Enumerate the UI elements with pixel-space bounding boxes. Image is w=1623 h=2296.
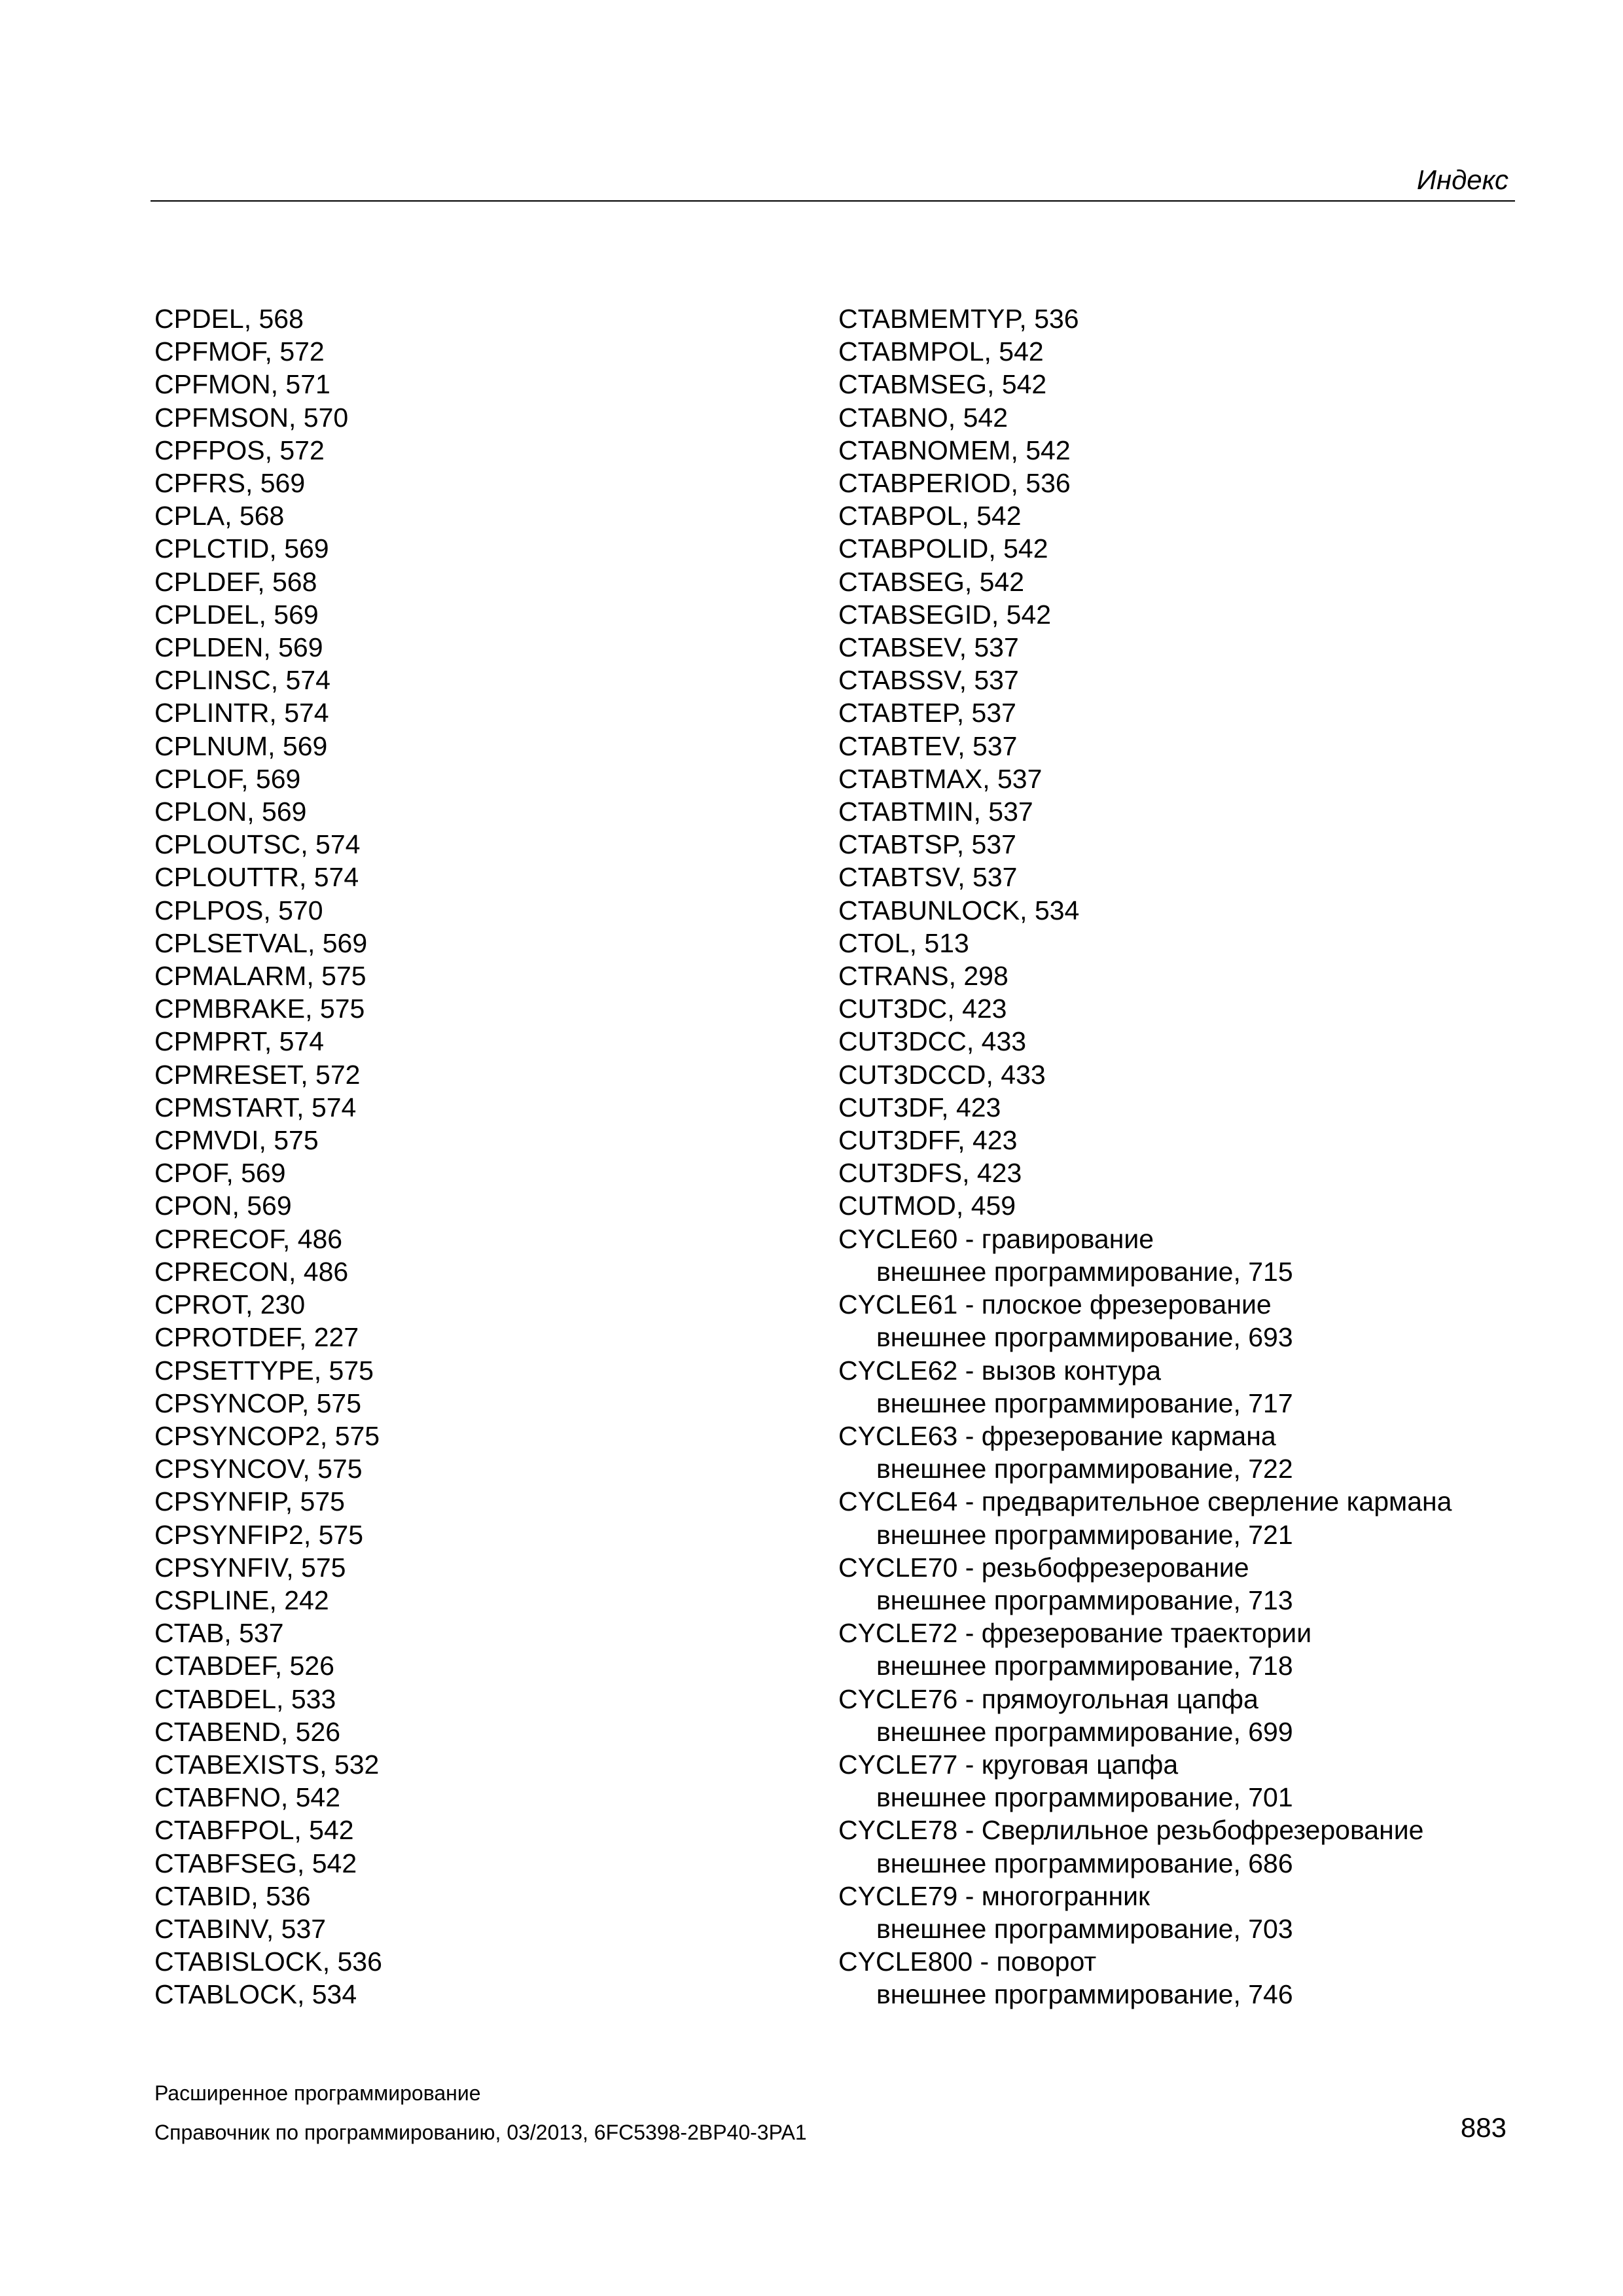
index-subentry: внешнее программирование, 701 (876, 1782, 1293, 1813)
index-entry: CYCLE78 - Сверлильное резьбофрезерование (838, 1815, 1424, 1846)
index-subentry: внешнее программирование, 715 (876, 1256, 1293, 1287)
index-entry: CTABUNLOCK, 534 (838, 895, 1080, 925)
index-entry: CPOF, 569 (154, 1158, 286, 1189)
index-entry: CUT3DFS, 423 (838, 1158, 1022, 1189)
index-entry: CPLDEF, 568 (154, 566, 317, 597)
index-entry: CPMVDI, 575 (154, 1125, 319, 1156)
index-subentry: внешнее программирование, 713 (876, 1585, 1293, 1615)
index-entry: CTABNOMEM, 542 (838, 435, 1071, 465)
index-entry: CYCLE77 - круговая цапфа (838, 1749, 1179, 1780)
index-entry: CTABTSV, 537 (838, 862, 1018, 893)
index-subentry: внешнее программирование, 717 (876, 1388, 1293, 1418)
index-entry: CPON, 569 (154, 1191, 292, 1221)
index-entry: CTABTMIN, 537 (838, 797, 1033, 827)
index-entry: CPMRESET, 572 (154, 1059, 361, 1090)
index-entry: CTABSSV, 537 (838, 665, 1019, 696)
index-entry: CTABPOLID, 542 (838, 533, 1048, 564)
index-subentry: внешнее программирование, 699 (876, 1716, 1293, 1747)
index-entry: CTABTSP, 537 (838, 829, 1016, 860)
index-entry: CPMPRT, 574 (154, 1026, 325, 1057)
index-entry: CTABTEP, 537 (838, 698, 1016, 728)
index-entry: CPMBRAKE, 575 (154, 994, 365, 1024)
index-entry: CPMSTART, 574 (154, 1092, 357, 1122)
index-subentry: внешнее программирование, 693 (876, 1322, 1293, 1353)
index-entry: CUT3DCC, 433 (838, 1026, 1027, 1057)
index-entry: CPROT, 230 (154, 1289, 306, 1320)
index-entry: CPFRS, 569 (154, 468, 306, 499)
index-entry: CTABTMAX, 537 (838, 763, 1043, 794)
index-entry: CPFMON, 571 (154, 369, 330, 400)
index-entry: CTRANS, 298 (838, 961, 1008, 992)
index-entry: CYCLE79 - многогранник (838, 1880, 1150, 1911)
footer-document-info: Справочник по программированию, 03/2013, 6FC5398-2BP40-3PA1 (154, 2121, 807, 2144)
index-entry: CPLCTID, 569 (154, 533, 329, 564)
index-entry: CTABSEV, 537 (838, 632, 1019, 663)
index-entry: CPLOUTTR, 574 (154, 862, 359, 893)
page-number: 883 (1460, 2112, 1507, 2143)
index-entry: CPRECOF, 486 (154, 1223, 343, 1254)
index-entry: CTABPERIOD, 536 (838, 468, 1071, 499)
page-header-title: Индекс (1416, 164, 1508, 195)
index-entry: CTABLOCK, 534 (154, 1979, 357, 2010)
index-entry: CTOL, 513 (838, 927, 969, 958)
index-entry: CYCLE76 - прямоугольная цапфа (838, 1683, 1258, 1714)
index-entry: CPLON, 569 (154, 797, 307, 827)
index-subentry: внешнее программирование, 746 (876, 1979, 1293, 2010)
index-entry: CTABNO, 542 (838, 402, 1008, 433)
index-entry: CYCLE70 - резьбофрезерование (838, 1552, 1249, 1583)
index-entry: CPLINSC, 574 (154, 665, 330, 696)
index-entry: CTABISLOCK, 536 (154, 1946, 382, 1977)
index-entry: CPFMOF, 572 (154, 336, 325, 367)
index-subentry: внешнее программирование, 721 (876, 1519, 1293, 1550)
index-entry: CTAB, 537 (154, 1618, 284, 1649)
index-entry: CPSYNCOP, 575 (154, 1388, 362, 1418)
index-entry: CYCLE60 - гравирование (838, 1223, 1154, 1254)
index-entry: CPRECON, 486 (154, 1256, 349, 1287)
index-entry: CPFMSON, 570 (154, 402, 349, 433)
index-entry: CTABDEL, 533 (154, 1683, 336, 1714)
index-entry: CPSYNFIP, 575 (154, 1486, 345, 1517)
index-entry: CPLOUTSC, 574 (154, 829, 361, 860)
index-entry: CTABFNO, 542 (154, 1782, 341, 1813)
index-entry: CTABPOL, 542 (838, 501, 1022, 531)
index-entry: CTABMSEG, 542 (838, 369, 1047, 400)
index-entry: CUT3DC, 423 (838, 994, 1007, 1024)
index-entry: CYCLE63 - фрезерование кармана (838, 1420, 1276, 1451)
index-entry: CTABINV, 537 (154, 1913, 327, 1944)
index-entry: CTABFPOL, 542 (154, 1815, 354, 1846)
index-entry: CUT3DF, 423 (838, 1092, 1001, 1122)
index-entry: CTABEXISTS, 532 (154, 1749, 380, 1780)
index-entry: CPDEL, 568 (154, 304, 304, 334)
index-entry: CPSETTYPE, 575 (154, 1355, 374, 1386)
index-column-right (838, 302, 1532, 2011)
index-entry: CTABSEG, 542 (838, 566, 1025, 597)
index-subentry: внешнее программирование, 722 (876, 1454, 1293, 1484)
index-entry: CTABMPOL, 542 (838, 336, 1044, 367)
index-entry: CPSYNFIV, 575 (154, 1552, 346, 1583)
index-entry: CPSYNCOP2, 575 (154, 1420, 380, 1451)
index-entry: CPLA, 568 (154, 501, 285, 531)
index-entry: CPSYNCOV, 575 (154, 1454, 363, 1484)
index-entry: CYCLE72 - фрезерование траектории (838, 1618, 1312, 1649)
index-entry: CYCLE61 - плоское фрезерование (838, 1289, 1272, 1320)
footer-document-title: Расширенное программирование (154, 2081, 481, 2105)
index-entry: CUTMOD, 459 (838, 1191, 1016, 1221)
index-subentry: внешнее программирование, 703 (876, 1913, 1293, 1944)
index-entry: CPLDEN, 569 (154, 632, 323, 663)
index-entry: CPFPOS, 572 (154, 435, 325, 465)
index-entry: CTABID, 536 (154, 1880, 311, 1911)
index-entry: CPROTDEF, 227 (154, 1322, 359, 1353)
index-subentry: внешнее программирование, 718 (876, 1651, 1293, 1681)
index-entry: CTABTEV, 537 (838, 730, 1018, 761)
index-entry: CUT3DFF, 423 (838, 1125, 1018, 1156)
index-entry: CPLPOS, 570 (154, 895, 323, 925)
index-entry: CTABDEF, 526 (154, 1651, 334, 1681)
index-entry: CPLINTR, 574 (154, 698, 329, 728)
index-entry: CPSYNFIP2, 575 (154, 1519, 364, 1550)
header-rule (151, 200, 1515, 202)
index-entry: CPLSETVAL, 569 (154, 927, 368, 958)
index-entry: CTABEND, 526 (154, 1716, 341, 1747)
index-subentry: внешнее программирование, 686 (876, 1848, 1293, 1878)
index-entry: CPLDEL, 569 (154, 599, 319, 630)
index-entry: CYCLE800 - поворот (838, 1946, 1097, 1977)
index-entry: CTABSEGID, 542 (838, 599, 1052, 630)
index-entry: CSPLINE, 242 (154, 1585, 329, 1615)
index-entry: CUT3DCCD, 433 (838, 1059, 1046, 1090)
index-entry: CYCLE62 - вызов контура (838, 1355, 1162, 1386)
index-entry: CPLNUM, 569 (154, 730, 328, 761)
index-entry: CTABMEMTYP, 536 (838, 304, 1079, 334)
index-column-left (154, 302, 796, 2011)
index-entry: CTABFSEG, 542 (154, 1848, 357, 1878)
index-entry: CPMALARM, 575 (154, 961, 366, 992)
index-entry: CPLOF, 569 (154, 763, 301, 794)
index-entry: CYCLE64 - предварительное сверление кармана (838, 1486, 1452, 1517)
